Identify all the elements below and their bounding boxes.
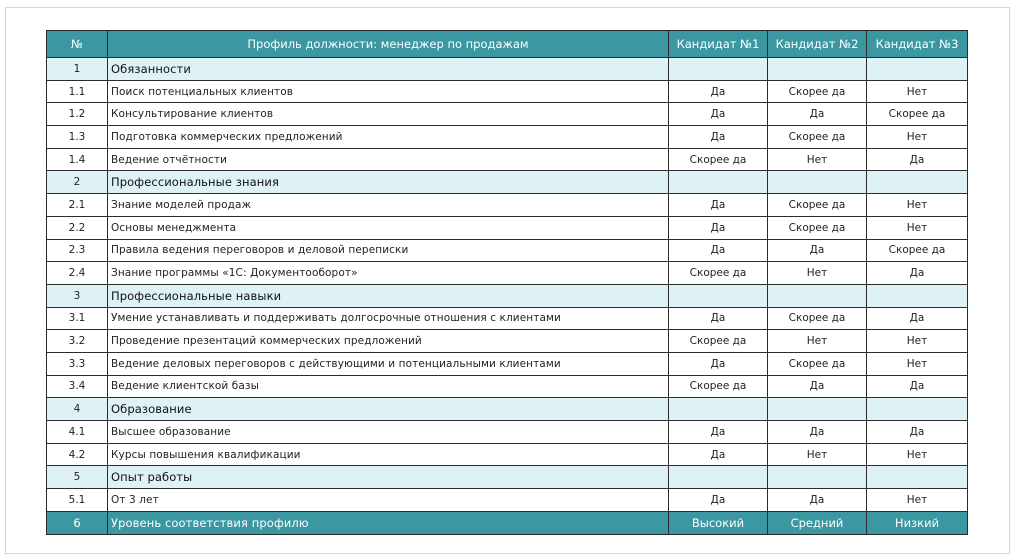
row-number: 5.1: [47, 489, 108, 512]
candidate-2-value: Нет: [768, 262, 867, 285]
candidate-2-value: Скорее да: [768, 126, 867, 149]
row-criterion: Обязанности: [108, 58, 669, 81]
candidate-3-value: Да: [867, 307, 968, 330]
table-row: [47, 421, 968, 444]
table-row: [47, 126, 968, 149]
candidate-3-value: Да: [867, 421, 968, 444]
candidate-2-value: Да: [768, 103, 867, 126]
candidate-3-value: Нет: [867, 352, 968, 375]
row-criterion: Уровень соответствия профилю: [108, 511, 669, 534]
row-criterion: Знание моделей продаж: [108, 194, 669, 217]
row-criterion: Консультирование клиентов: [108, 103, 669, 126]
row-criterion: Проведение презентаций коммерческих предложений: [108, 330, 669, 353]
candidate-1-value: Да: [669, 352, 768, 375]
candidate-1-value: [669, 171, 768, 194]
candidate-2-value: [768, 284, 867, 307]
row-number: 2.4: [47, 262, 108, 285]
table-row: [47, 239, 968, 262]
section-row: [47, 284, 968, 307]
row-number: 2.2: [47, 216, 108, 239]
total-row: [47, 511, 968, 534]
candidate-3-value: Нет: [867, 126, 968, 149]
candidate-2-value: Средний: [768, 511, 867, 534]
row-criterion: Высшее образование: [108, 421, 669, 444]
header-candidate-3: Кандидат №3: [867, 31, 968, 58]
row-criterion: Основы менеджмента: [108, 216, 669, 239]
row-number: 1.3: [47, 126, 108, 149]
row-number: 6: [47, 511, 108, 534]
row-number: 1.2: [47, 103, 108, 126]
candidate-2-value: Да: [768, 421, 867, 444]
table-row: [47, 216, 968, 239]
candidate-2-value: Нет: [768, 330, 867, 353]
row-number: 2.1: [47, 194, 108, 217]
candidate-3-value: [867, 171, 968, 194]
candidate-2-value: Нет: [768, 443, 867, 466]
row-criterion: Профессиональные навыки: [108, 284, 669, 307]
candidate-3-value: [867, 58, 968, 81]
candidate-3-value: Нет: [867, 443, 968, 466]
candidate-1-value: Скорее да: [669, 375, 768, 398]
row-criterion: Опыт работы: [108, 466, 669, 489]
candidate-3-value: [867, 398, 968, 421]
row-number: 1.4: [47, 148, 108, 171]
row-criterion: Умение устанавливать и поддерживать долгосрочные отношения с клиентами: [108, 307, 669, 330]
candidate-1-value: Да: [669, 489, 768, 512]
table-row: [47, 352, 968, 375]
row-number: 4: [47, 398, 108, 421]
row-criterion: Образование: [108, 398, 669, 421]
row-criterion: Ведение клиентской базы: [108, 375, 669, 398]
table-row: [47, 489, 968, 512]
table-row: [47, 262, 968, 285]
candidate-3-value: Нет: [867, 216, 968, 239]
candidate-1-value: Скорее да: [669, 148, 768, 171]
candidate-3-value: Нет: [867, 489, 968, 512]
job-profile-table: [46, 30, 968, 535]
table-row: [47, 443, 968, 466]
candidate-3-value: Скорее да: [867, 103, 968, 126]
row-criterion: Курсы повышения квалификации: [108, 443, 669, 466]
row-number: 5: [47, 466, 108, 489]
row-number: 1: [47, 58, 108, 81]
table-row: [47, 307, 968, 330]
candidate-1-value: Да: [669, 194, 768, 217]
row-number: 1.1: [47, 80, 108, 103]
table-header-row: [47, 31, 968, 58]
row-number: 4.1: [47, 421, 108, 444]
candidate-3-value: [867, 466, 968, 489]
table-row: [47, 103, 968, 126]
row-criterion: Подготовка коммерческих предложений: [108, 126, 669, 149]
candidate-2-value: [768, 398, 867, 421]
table-row: [47, 330, 968, 353]
row-criterion: Профессиональные знания: [108, 171, 669, 194]
candidate-2-value: Скорее да: [768, 80, 867, 103]
table-row: [47, 194, 968, 217]
candidate-2-value: Скорее да: [768, 194, 867, 217]
table-row: [47, 375, 968, 398]
header-candidate-1: Кандидат №1: [669, 31, 768, 58]
candidate-2-value: Да: [768, 375, 867, 398]
candidate-1-value: Высокий: [669, 511, 768, 534]
candidate-3-value: Нет: [867, 330, 968, 353]
row-criterion: Знание программы «1С: Документооборот»: [108, 262, 669, 285]
row-criterion: Ведение деловых переговоров с действующими и потенциальными клиентами: [108, 352, 669, 375]
candidate-1-value: Да: [669, 443, 768, 466]
section-row: [47, 466, 968, 489]
section-row: [47, 171, 968, 194]
candidate-1-value: [669, 284, 768, 307]
candidate-3-value: Нет: [867, 194, 968, 217]
row-criterion: От 3 лет: [108, 489, 669, 512]
candidate-3-value: [867, 284, 968, 307]
candidate-1-value: Да: [669, 239, 768, 262]
candidate-2-value: [768, 466, 867, 489]
candidate-1-value: Да: [669, 103, 768, 126]
row-criterion: Поиск потенциальных клиентов: [108, 80, 669, 103]
row-number: 3.1: [47, 307, 108, 330]
row-criterion: Правила ведения переговоров и деловой переписки: [108, 239, 669, 262]
candidate-2-value: Нет: [768, 148, 867, 171]
row-number: 4.2: [47, 443, 108, 466]
section-row: [47, 58, 968, 81]
row-number: 3.2: [47, 330, 108, 353]
row-criterion: Ведение отчётности: [108, 148, 669, 171]
candidate-1-value: [669, 466, 768, 489]
candidate-1-value: Скорее да: [669, 262, 768, 285]
header-title: Профиль должности: менеджер по продажам: [108, 31, 669, 58]
candidate-1-value: Да: [669, 126, 768, 149]
candidate-3-value: Да: [867, 375, 968, 398]
candidate-3-value: Да: [867, 262, 968, 285]
header-candidate-2: Кандидат №2: [768, 31, 867, 58]
row-number: 3.4: [47, 375, 108, 398]
section-row: [47, 398, 968, 421]
header-num: №: [47, 31, 108, 58]
candidate-3-value: Низкий: [867, 511, 968, 534]
candidate-3-value: Да: [867, 148, 968, 171]
table-row: [47, 148, 968, 171]
row-number: 3: [47, 284, 108, 307]
candidate-1-value: Да: [669, 421, 768, 444]
candidate-1-value: Скорее да: [669, 330, 768, 353]
candidate-1-value: [669, 58, 768, 81]
candidate-3-value: Нет: [867, 80, 968, 103]
candidate-1-value: Да: [669, 307, 768, 330]
candidate-2-value: Скорее да: [768, 352, 867, 375]
candidate-2-value: [768, 171, 867, 194]
candidate-2-value: Да: [768, 239, 867, 262]
candidate-3-value: Скорее да: [867, 239, 968, 262]
candidate-2-value: Скорее да: [768, 307, 867, 330]
candidate-1-value: Да: [669, 216, 768, 239]
table-row: [47, 80, 968, 103]
row-number: 2: [47, 171, 108, 194]
candidate-2-value: [768, 58, 867, 81]
candidate-2-value: Скорее да: [768, 216, 867, 239]
candidate-1-value: [669, 398, 768, 421]
row-number: 3.3: [47, 352, 108, 375]
row-number: 2.3: [47, 239, 108, 262]
candidate-2-value: Да: [768, 489, 867, 512]
candidate-1-value: Да: [669, 80, 768, 103]
